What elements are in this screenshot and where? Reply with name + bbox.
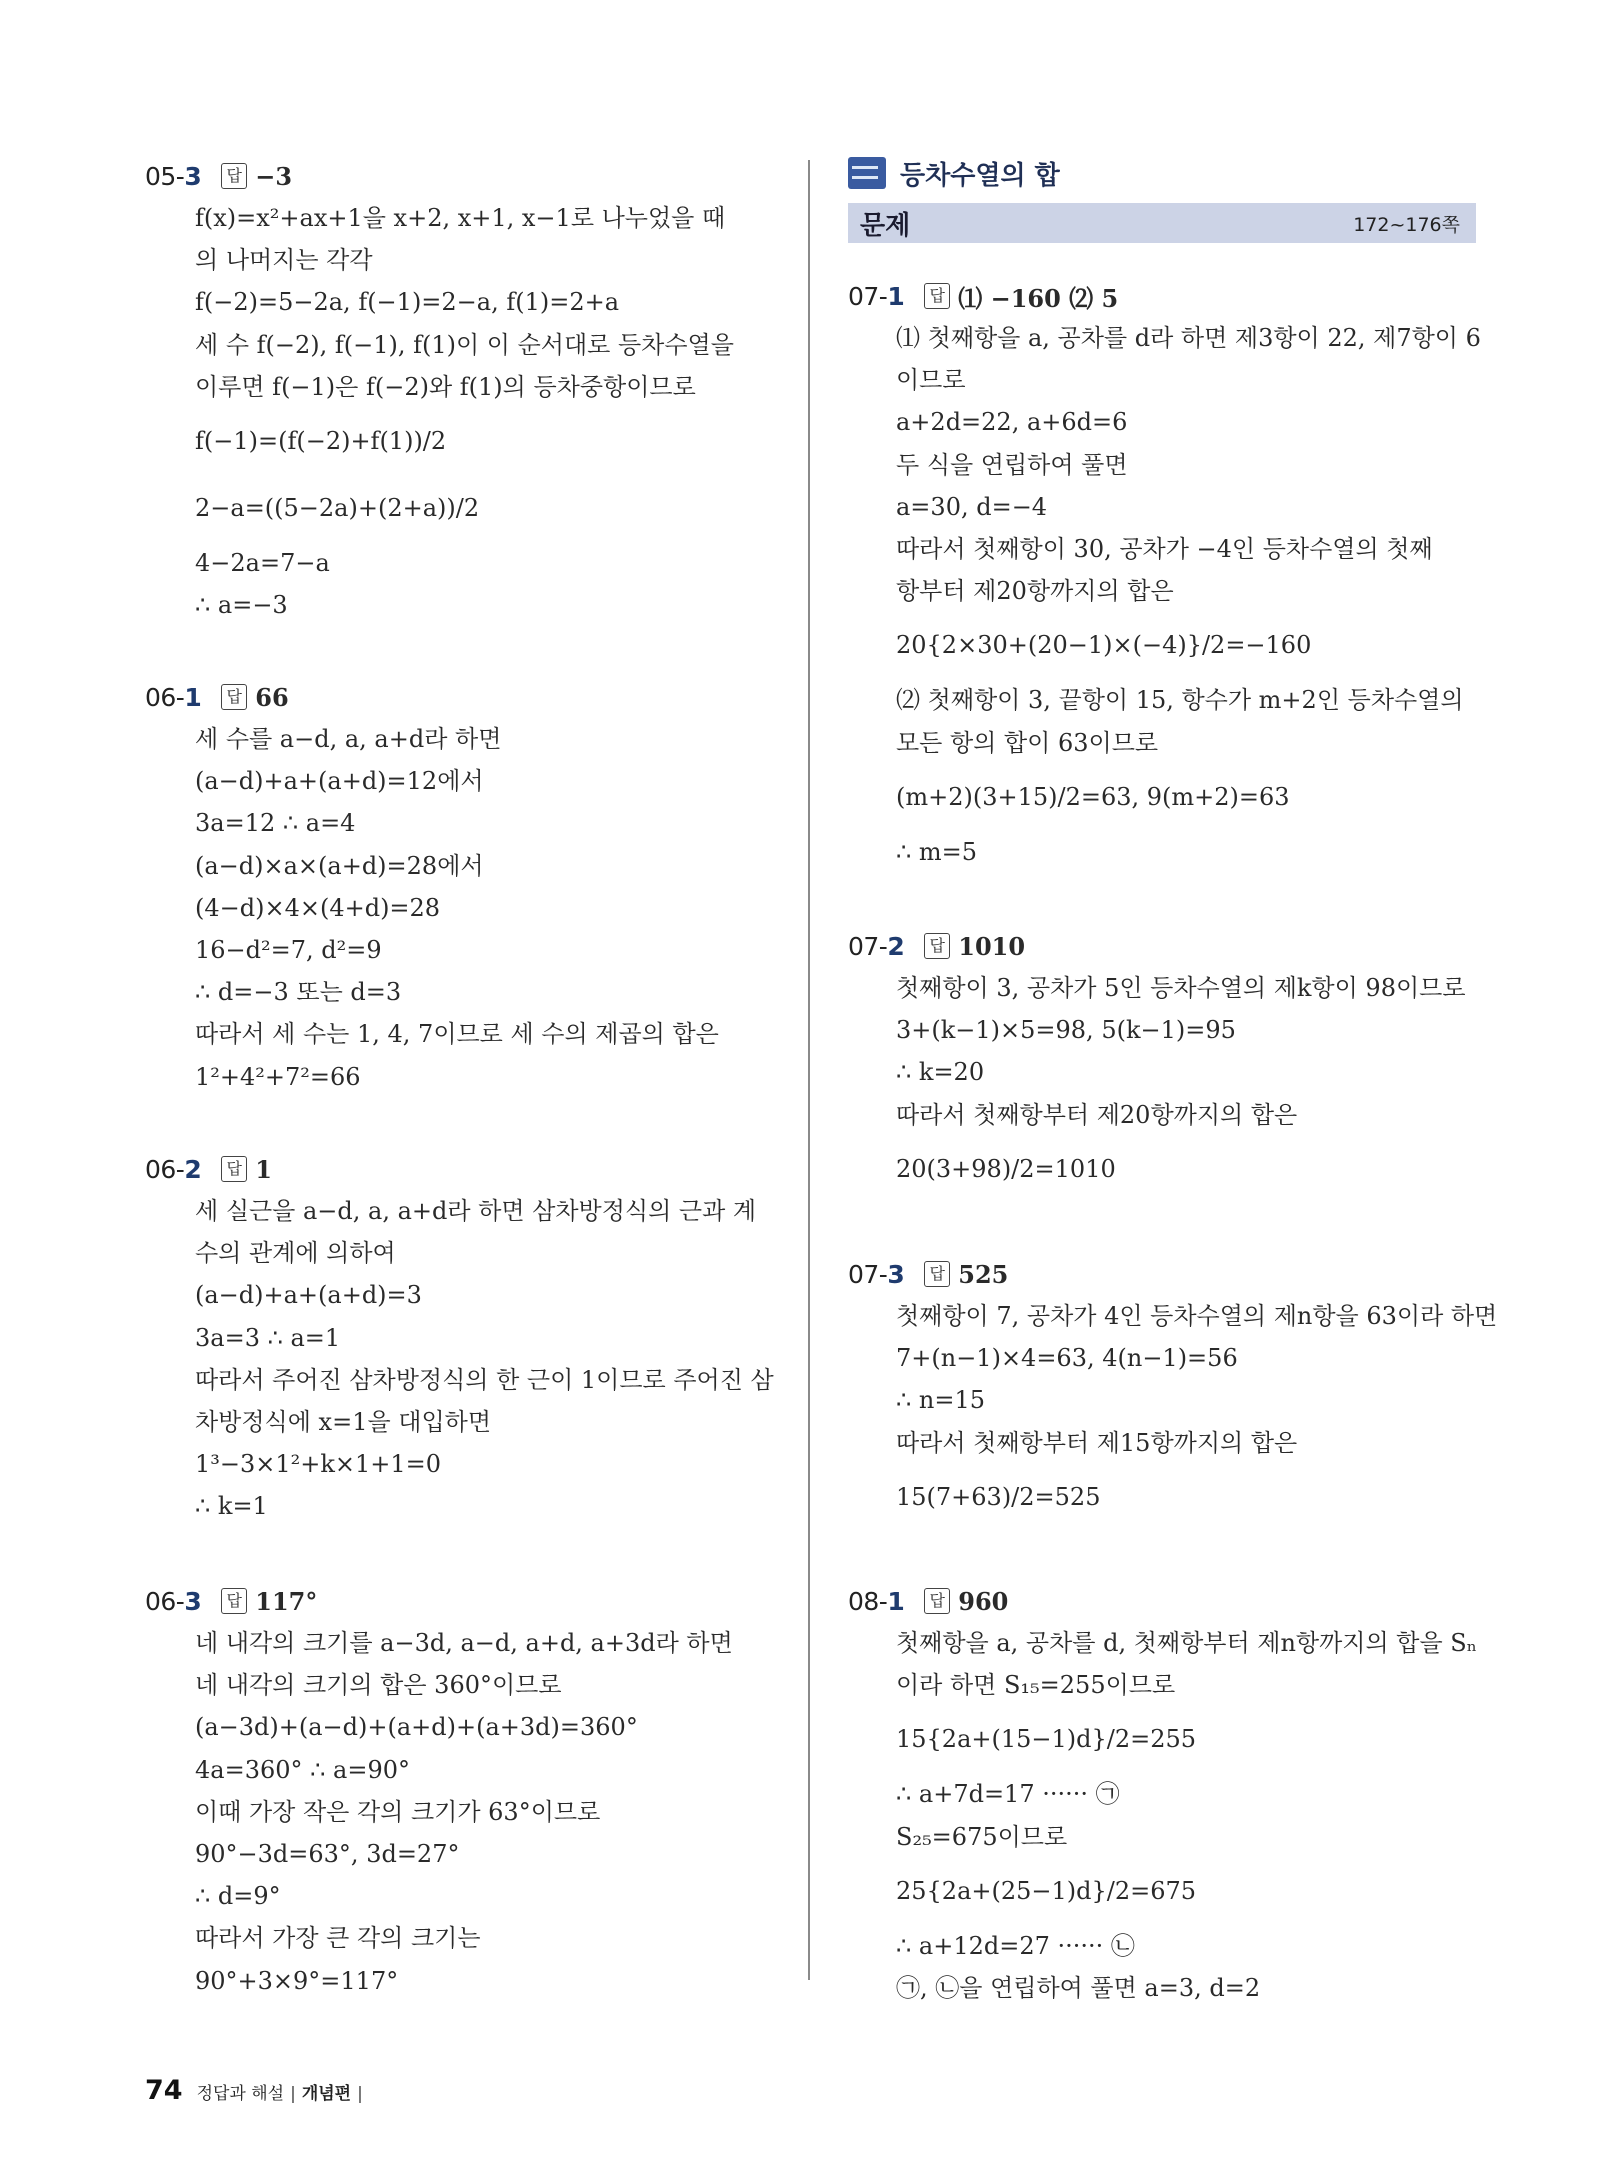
answer-value: 960 [958,1586,1009,1616]
solution-line: 90°−3d=63°, 3d=27° [195,1839,460,1868]
solution-line: 4a=360° ∴ a=90° [195,1755,410,1784]
solution-line: 따라서 주어진 삼차방정식의 한 근이 1이므로 주어진 삼 [195,1365,774,1394]
solution-line: ㉠, ㉡을 연립하여 풀면 a=3, d=2 [896,1973,1261,2002]
page-number: 74 [145,2075,183,2106]
answer-mark-icon: 답 [924,1261,950,1287]
solution-line: 수의 관계에 의하여 [195,1239,396,1268]
solution-line: 90°+3×9°=117° [195,1966,399,1995]
solution-line: ⑵ 첫째항이 3, 끝항이 15, 항수가 m+2인 등차수열의 [896,686,1464,715]
solution-line: ∴ a=−3 [195,591,288,620]
problem-06-1 [145,676,719,1098]
solution-line: 이므로 [896,366,966,395]
problem-06-3 [145,1580,733,2002]
solution-line: f(−2)=5−2a, f(−1)=2−a, f(1)=2+a [195,288,620,317]
solution-line: a=30, d=−4 [896,492,1048,521]
solution-line: 차방정식에 x=1을 대입하면 [195,1407,492,1436]
solution-line: 3a=3 ∴ a=1 [195,1323,341,1352]
problem-06-2 [145,1148,774,1528]
problem-05-3 [145,155,734,626]
solution-line: 따라서 세 수는 1, 4, 7이므로 세 수의 제곱의 합은 [195,1020,719,1049]
solution-line: ∴ d=9° [195,1882,281,1911]
solution-line: (a−d)×a×(a+d)=28에서 [195,851,484,880]
band-pages: 172~176쪽 [1353,213,1460,236]
problem-number: 07-3 [848,1259,905,1289]
solution-line: ∴ k=20 [896,1058,985,1087]
solution-line: S₂₅=675이므로 [896,1822,1068,1851]
solution-line: ⑴ 첫째항을 a, 공차를 d라 하면 제3항이 22, 제7항이 6 [896,324,1481,352]
answer-value: 1010 [958,931,1026,961]
solution-line: 따라서 첫째항부터 제20항까지의 합은 [896,1100,1298,1129]
problem-number: 05-3 [145,161,202,191]
solution-line: 15(7+63)/2=525 [896,1482,1101,1511]
solution-line: 첫째항이 3, 공차가 5인 등차수열의 제k항이 98이므로 [896,974,1466,1002]
answer-mark-icon: 답 [924,283,950,309]
problem-08-1 [848,1580,1477,2009]
solution-line: 이라 하면 S₁₅=255이므로 [896,1671,1176,1700]
page-footer [145,2075,369,2106]
section-title: 등차수열의 합 [900,160,1060,191]
solution-line: (a−d)+a+(a+d)=12에서 [195,767,484,796]
solution-line: 3a=12 ∴ a=4 [195,809,356,838]
solution-line: 모든 항의 합이 63이므로 [896,728,1159,757]
solution-line: ∴ n=15 [896,1386,986,1415]
answer-mark-icon: 답 [221,1588,247,1614]
answer-mark-icon: 답 [221,1156,247,1182]
solution-line: ∴ k=1 [195,1492,268,1521]
solution-line: 2−a=((5−2a)+(2+a))/2 [195,493,480,522]
problem-number: 07-2 [848,931,905,961]
solution-line: f(−1)=(f(−2)+f(1))/2 [195,426,447,455]
solution-line: ∴ a+7d=17 ······ ㉠ [896,1780,1120,1809]
solution-line: 7+(n−1)×4=63, 4(n−1)=56 [896,1344,1238,1373]
solution-line: 15{2a+(15−1)d}/2=255 [896,1725,1197,1754]
column-divider [808,160,810,1980]
footer-separator: | [357,2084,363,2104]
solution-line: 20(3+98)/2=1010 [896,1154,1116,1183]
solution-line: (a−d)+a+(a+d)=3 [195,1281,422,1310]
problem-number: 06-3 [145,1586,202,1616]
solution-line: 네 내각의 크기의 합은 360°이므로 [195,1671,562,1700]
problem-number: 07-1 [848,281,905,311]
solution-line: 첫째항을 a, 공차를 d, 첫째항부터 제n항까지의 합을 Sₙ [896,1629,1478,1657]
answer-mark-icon: 답 [221,684,247,710]
answer-mark-icon: 답 [924,1588,950,1614]
problem-number: 06-1 [145,682,202,712]
section-heading [848,153,1060,193]
solution-line: 세 수 f(−2), f(−1), f(1)이 이 순서대로 등차수열을 [195,330,734,359]
solution-line: f(x)=x²+ax+1을 x+2, x+1, x−1로 나누었을 때 [195,204,726,232]
problem-number: 08-1 [848,1586,905,1616]
solution-line: (4−d)×4×(4+d)=28 [195,893,441,922]
solution-line: 네 내각의 크기를 a−3d, a−d, a+d, a+3d라 하면 [195,1629,733,1657]
solution-line: 16−d²=7, d²=9 [195,935,382,964]
solution-line: ∴ m=5 [896,837,978,866]
solution-line: 두 식을 연립하여 풀면 [896,450,1128,479]
solution-line: 세 실근을 a−d, a, a+d라 하면 삼차방정식의 근과 계 [195,1197,757,1225]
solution-line: 따라서 첫째항부터 제15항까지의 합은 [896,1428,1298,1457]
solution-line: 항부터 제20항까지의 합은 [896,577,1174,606]
solution-line: 이루면 f(−1)은 f(−2)와 f(1)의 등차중항이므로 [195,372,696,401]
part-label: 개념편 [301,2084,352,2104]
problem-07-1 [848,275,1481,873]
answer-value: −3 [255,161,293,191]
solution-line: 20{2×30+(20−1)×(−4)}/2=−160 [896,631,1312,660]
solution-line: 4−2a=7−a [195,548,330,577]
book-label: 정답과 해설 [196,2084,285,2104]
solution-line: 의 나머지는 각각 [195,246,373,275]
solution-line: (m+2)(3+15)/2=63, 9(m+2)=63 [896,782,1290,811]
solution-line: 따라서 첫째항이 30, 공차가 −4인 등차수열의 첫째 [896,534,1433,563]
footer-separator: | [290,2084,296,2104]
solution-line: ∴ a+12d=27 ······ ㉡ [896,1931,1135,1960]
problem-band [848,203,1476,243]
problem-number: 06-2 [145,1154,202,1184]
solution-line: 세 수를 a−d, a, a+d라 하면 [195,725,502,753]
answer-value: 525 [958,1259,1009,1289]
band-label: 문제 [860,210,911,241]
solution-line: 이때 가장 작은 각의 크기가 63°이므로 [195,1797,601,1826]
answer-value: 117° [255,1586,318,1616]
section-number-icon [848,157,886,189]
solution-line: a+2d=22, a+6d=6 [896,408,1128,437]
answer-mark-icon: 답 [221,163,247,189]
solution-line: 1³−3×1²+k×1+1=0 [195,1450,442,1479]
answer-mark-icon: 답 [924,933,950,959]
problem-07-3 [848,1253,1497,1531]
solution-line: 첫째항이 7, 공차가 4인 등차수열의 제n항을 63이라 하면 [896,1302,1498,1330]
problem-07-2 [848,925,1466,1203]
answer-value: ⑴ −160 ⑵ 5 [958,283,1119,313]
answer-value: 66 [255,682,289,712]
solution-line: 25{2a+(25−1)d}/2=675 [896,1876,1197,1905]
solution-line: ∴ d=−3 또는 d=3 [195,978,402,1007]
solution-line: 따라서 가장 큰 각의 크기는 [195,1924,481,1953]
solution-line: 1²+4²+7²=66 [195,1062,361,1091]
solution-line: 3+(k−1)×5=98, 5(k−1)=95 [896,1016,1236,1045]
answer-value: 1 [255,1154,272,1184]
solution-line: (a−3d)+(a−d)+(a+d)+(a+3d)=360° [195,1713,638,1742]
